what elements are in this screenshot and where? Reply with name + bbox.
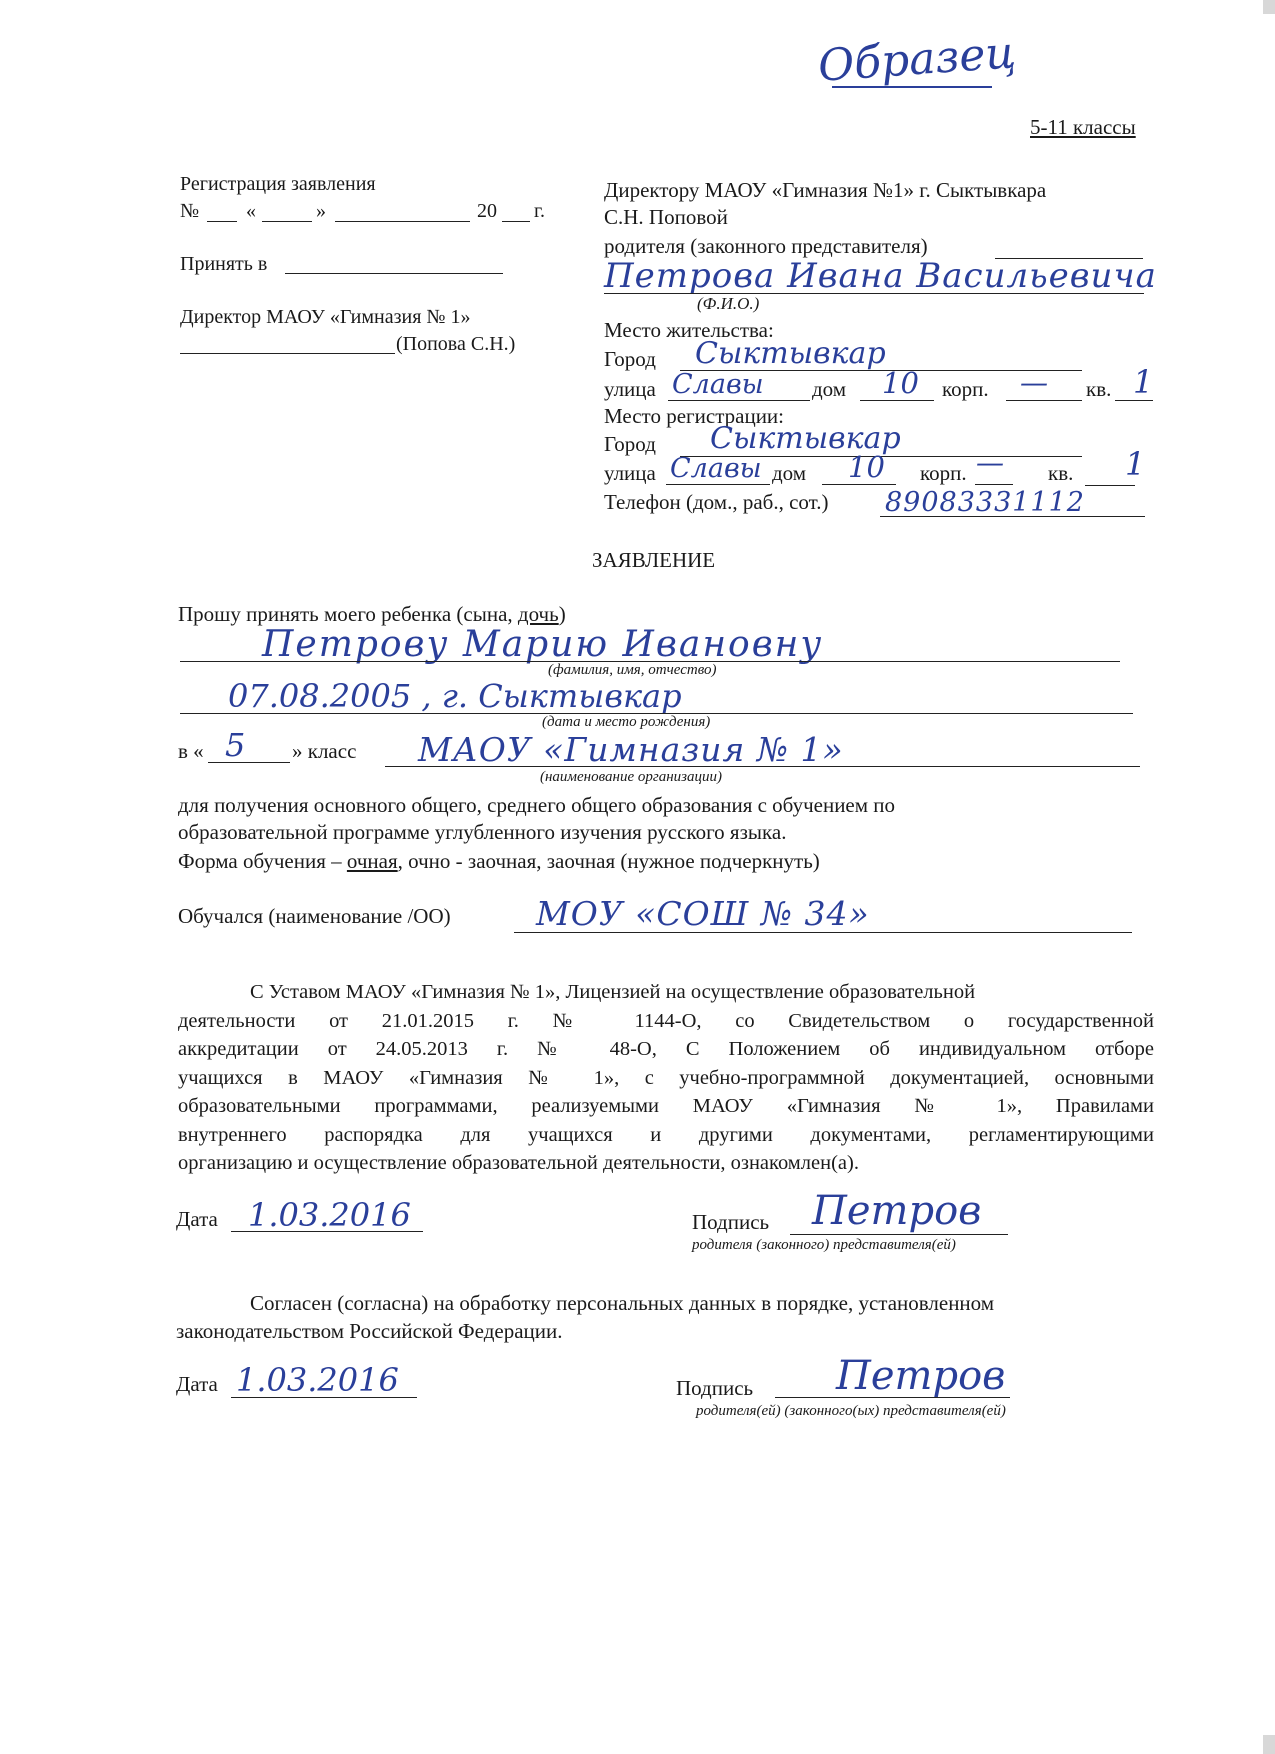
parent-name-line (604, 293, 1144, 294)
registration-house: 10 (848, 450, 885, 484)
director-label: Директор МАОУ «Гимназия № 1» (180, 306, 471, 328)
consent-sign-label: Подпись (676, 1376, 754, 1400)
registration-month-line (335, 221, 470, 222)
previous-school: МОУ «СОШ № 34» (536, 894, 870, 933)
registration-street-label: улица (604, 461, 656, 485)
sample-stamp: Образец (816, 27, 1018, 92)
addressee-line2: С.Н. Поповой (604, 205, 728, 229)
previous-school-line (514, 932, 1132, 933)
class-prefix: в « (178, 739, 204, 763)
consent-date-line (231, 1397, 417, 1398)
registration-building: — (976, 446, 1004, 479)
accept-label: Принять в (180, 253, 268, 275)
residence-street: Славы (672, 369, 764, 400)
residence-city-label: Город (604, 347, 656, 371)
registration-building-label: корп. (920, 461, 967, 485)
parent-name: Петрова Ивана Васильевича (604, 256, 1157, 296)
acknowledgement-line: учащихся в МАОУ «Гимназия № 1», с учебно-программной документацией, основными (178, 1066, 1154, 1089)
phone-line (880, 516, 1145, 517)
organization-line (385, 766, 1140, 767)
registration-building-line (975, 484, 1013, 485)
acknowledgement-line: внутреннего распорядка для учащихся и другими документами, регламентирующими (178, 1123, 1154, 1146)
registration-apt: 1 (1125, 445, 1146, 483)
registration-city: Сыктывкар (710, 421, 901, 456)
residence-house-line (860, 400, 934, 401)
request-prefix: Прошу принять моего ребенка (сына, (178, 602, 518, 626)
consent-signature: Петров (836, 1353, 1006, 1399)
request-selected-gender: дочь (517, 602, 559, 626)
grade-note: 5-11 классы (1030, 115, 1136, 139)
purpose-line2: образовательной программе углубленного изучения русского языка. (178, 820, 787, 844)
child-name: Петрову Марию Ивановну (262, 624, 824, 665)
organization-caption: (наименование организации) (540, 769, 723, 785)
consent-date-label: Дата (176, 1372, 218, 1396)
registration-title: Регистрация заявления (180, 173, 376, 195)
form-rest: , очно - заочная, заочная (нужное подчеркнуть) (397, 849, 820, 873)
statement-title: ЗАЯВЛЕНИЕ (592, 548, 716, 572)
consent-sign-caption: родителя(ей) (законного(ых) представителя(ей) (696, 1403, 1006, 1419)
registration-year-suffix: г. (534, 200, 545, 222)
consent-line2: законодательством Российской Федерации. (176, 1319, 563, 1343)
registration-house-label: дом (772, 461, 807, 485)
residence-apt: 1 (1133, 363, 1154, 401)
registration-apt-label: кв. (1048, 461, 1074, 485)
residence-street-label: улица (604, 377, 656, 401)
form-selected: очная (346, 849, 398, 873)
ack-date: 1.03.2016 (248, 1196, 411, 1234)
class-number: 5 (225, 726, 246, 764)
residence-house: 10 (882, 366, 919, 400)
class-number-line (208, 762, 290, 763)
scan-edge (1263, 1735, 1275, 1754)
residence-apt-line (1115, 400, 1153, 401)
registration-number-line (207, 221, 237, 222)
ack-date-line (231, 1231, 423, 1232)
quote-open: « (246, 200, 256, 222)
acknowledgement-line: образовательными программами, реализуемыми МАОУ «Гимназия № 1», Правилами (178, 1095, 1154, 1117)
acknowledgement-line: аккредитации от 24.05.2013 г. № 48-О, С Положением об индивидуальном отборе (178, 1038, 1154, 1060)
registration-city-label: Город (604, 432, 656, 456)
phone-value: 89083331112 (885, 487, 1085, 518)
ack-sign-label: Подпись (692, 1210, 770, 1234)
residence-city: Сыктывкар (695, 336, 886, 371)
phone-label: Телефон (дом., раб., сот.) (604, 490, 829, 514)
form-line (178, 851, 820, 872)
addressee-line1: Директору МАОУ «Гимназия №1» г. Сыктывкара (604, 178, 1047, 202)
consent-date: 1.03.2016 (236, 1361, 399, 1399)
consent-sign-line (775, 1397, 1010, 1398)
child-name-caption: (фамилия, имя, отчество) (548, 662, 717, 678)
residence-house-label: дом (812, 377, 847, 401)
stamp-underline (832, 86, 992, 88)
registration-apt-line (1085, 485, 1135, 486)
registration-year-line (502, 221, 530, 222)
acknowledgement-paragraph (178, 978, 1154, 1178)
residence-apt-label: кв. (1086, 377, 1112, 401)
acknowledgement-line: С Уставом МАОУ «Гимназия № 1», Лицензией на осуществление образовательной (250, 981, 976, 1003)
class-suffix: » класс (292, 739, 357, 763)
residence-title: Место жительства: (604, 318, 774, 342)
ack-signature: Петров (812, 1188, 982, 1234)
ack-date-label: Дата (176, 1207, 218, 1231)
quote-close: » (316, 200, 326, 222)
birth-caption: (дата и место рождения) (542, 714, 711, 730)
ack-sign-caption: родителя (законного) представителя(ей) (692, 1237, 956, 1253)
registration-street: Славы (670, 453, 762, 484)
request-line (178, 604, 566, 625)
purpose-line1: для получения основного общего, среднего общего образования с обучением по (178, 793, 896, 817)
accept-line (285, 273, 503, 274)
scan-edge (1263, 0, 1275, 14)
director-signature-name: (Попова С.Н.) (396, 333, 516, 355)
previous-school-label: Обучался (наименование /ОО) (178, 904, 451, 928)
registration-house-line (822, 484, 896, 485)
residence-building-label: корп. (942, 377, 989, 401)
registration-day-line (262, 221, 312, 222)
registration-year-prefix: 20 (477, 200, 497, 222)
acknowledgement-line: деятельности от 21.01.2015 г. № 1144-О, со Свидетельством о государственной (178, 1009, 1154, 1032)
parent-label: родителя (законного представителя) (604, 234, 928, 258)
request-suffix: ) (558, 602, 566, 626)
residence-building: — (1020, 366, 1048, 399)
organization: МАОУ «Гимназия № 1» (418, 730, 844, 769)
birth-info: 07.08.2005 , г. Сыктывкар (228, 677, 682, 715)
acknowledgement-line: организацию и осуществление образовательной деятельности, ознакомлен(а). (178, 1152, 859, 1174)
form-prefix: Форма обучения – (178, 849, 347, 873)
ack-sign-line (790, 1234, 1008, 1235)
director-signature-line (180, 353, 395, 354)
residence-building-line (1006, 400, 1082, 401)
residence-street-line (668, 400, 810, 401)
registration-number-label: № (180, 200, 200, 222)
registration-place-title: Место регистрации: (604, 404, 785, 428)
registration-street-line (666, 484, 770, 485)
consent-line1: Согласен (согласна) на обработку персональных данных в порядке, установленном (250, 1291, 995, 1315)
fio-caption: (Ф.И.О.) (697, 294, 760, 313)
